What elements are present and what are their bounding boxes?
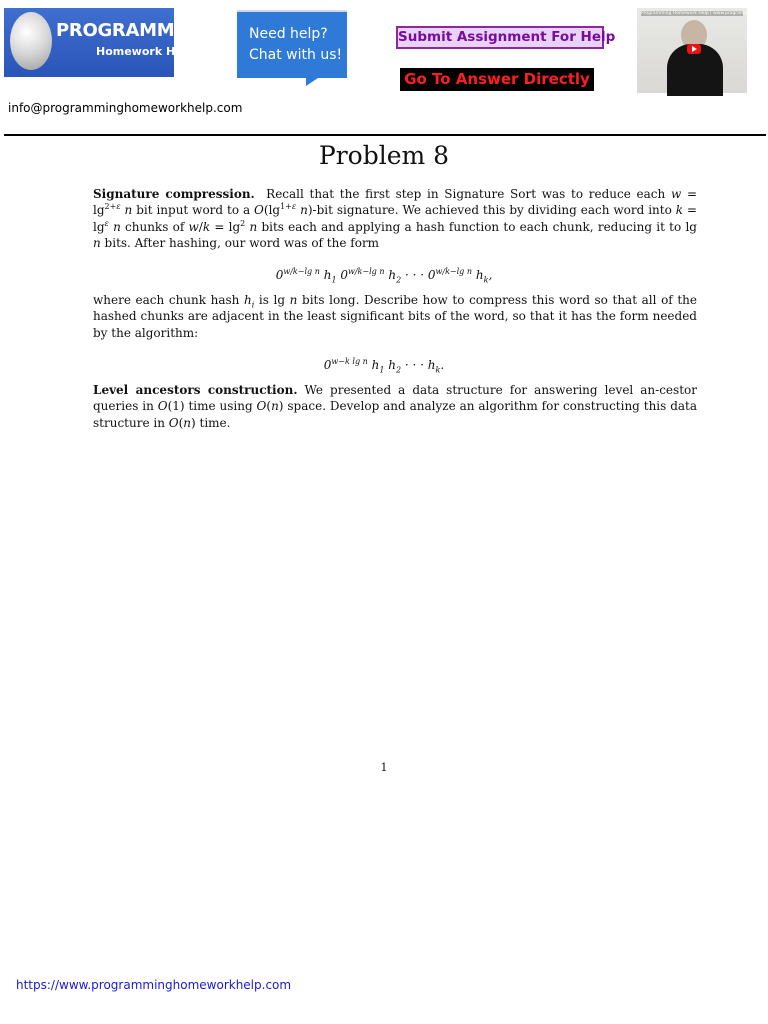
globe-icon — [10, 12, 52, 70]
play-icon[interactable] — [687, 44, 701, 54]
submit-assignment-button[interactable]: Submit Assignment For Help — [396, 26, 604, 49]
speech-bubble-tail-icon — [306, 74, 324, 86]
paragraph-compress-description: where each chunk hash $h_i$ is lg n bits long. Describe how to compress this word so that all of the hashed chunks are adjacent in the least significant bits of the word, so that it has the form needed by the algorithm: — [93, 293, 697, 340]
video-title: Programming Homework Help | www.programming... — [641, 11, 760, 16]
footer-website-link[interactable]: https://www.programminghomeworkhelp.com — [16, 978, 292, 992]
chat-help-button[interactable] — [237, 10, 347, 78]
paragraph-signature-compression: Signature compression. Recall that the first step in Signature Sort was to reduce each $w = \lg^{2+\varepsilon} n$ bit input word to a $O(\lg^{1+\varepsilon}$ n)-bit signature. We achieved this by dividing each word into $k = \lg^\varepsilon n$ chunks of $w/k = \lg^2 n$ bits each and applying a hash function to each chunk, reducing it to lg n bits. After hashing, our word was of the form — [93, 187, 697, 250]
heading-level-ancestors: Level ancestors construction. — [93, 383, 298, 397]
header-divider — [4, 134, 766, 136]
site-logo[interactable] — [4, 8, 210, 77]
logo-subtitle: Homework Help — [96, 45, 195, 58]
logo-title: PROGRAMMING — [56, 20, 210, 41]
chat-help-line2: Chat with us! — [249, 47, 343, 63]
equation-hashed-word: $0^{w/k-lg n}$ $h_1$ $0^{w/k-lg n}$ $h_2$ · · · $0^{w/k-lg n}$ $h_k$, — [275, 267, 493, 285]
chat-help-line1: Need help? — [249, 26, 328, 42]
page-number: 1 — [380, 761, 388, 774]
go-to-answer-button[interactable]: Go To Answer Directly — [400, 68, 594, 91]
equation-compressed-word: $0^{w-k lg n}$ $h_1$ $h_2$ · · · $h_k$. — [323, 357, 445, 375]
paragraph-level-ancestors: Level ancestors construction. We presented a data structure for answering level an-cestor queries in O(1) time using O(n) space. Develop and analyze an algorithm for constructing this data structure in O(n) time. — [93, 383, 698, 430]
contact-email[interactable]: info@programminghomeworkhelp.com — [8, 101, 243, 115]
heading-signature-compression: Signature compression. — [93, 187, 255, 201]
page-title: Problem 8 — [318, 141, 450, 170]
video-thumbnail[interactable] — [637, 8, 760, 93]
